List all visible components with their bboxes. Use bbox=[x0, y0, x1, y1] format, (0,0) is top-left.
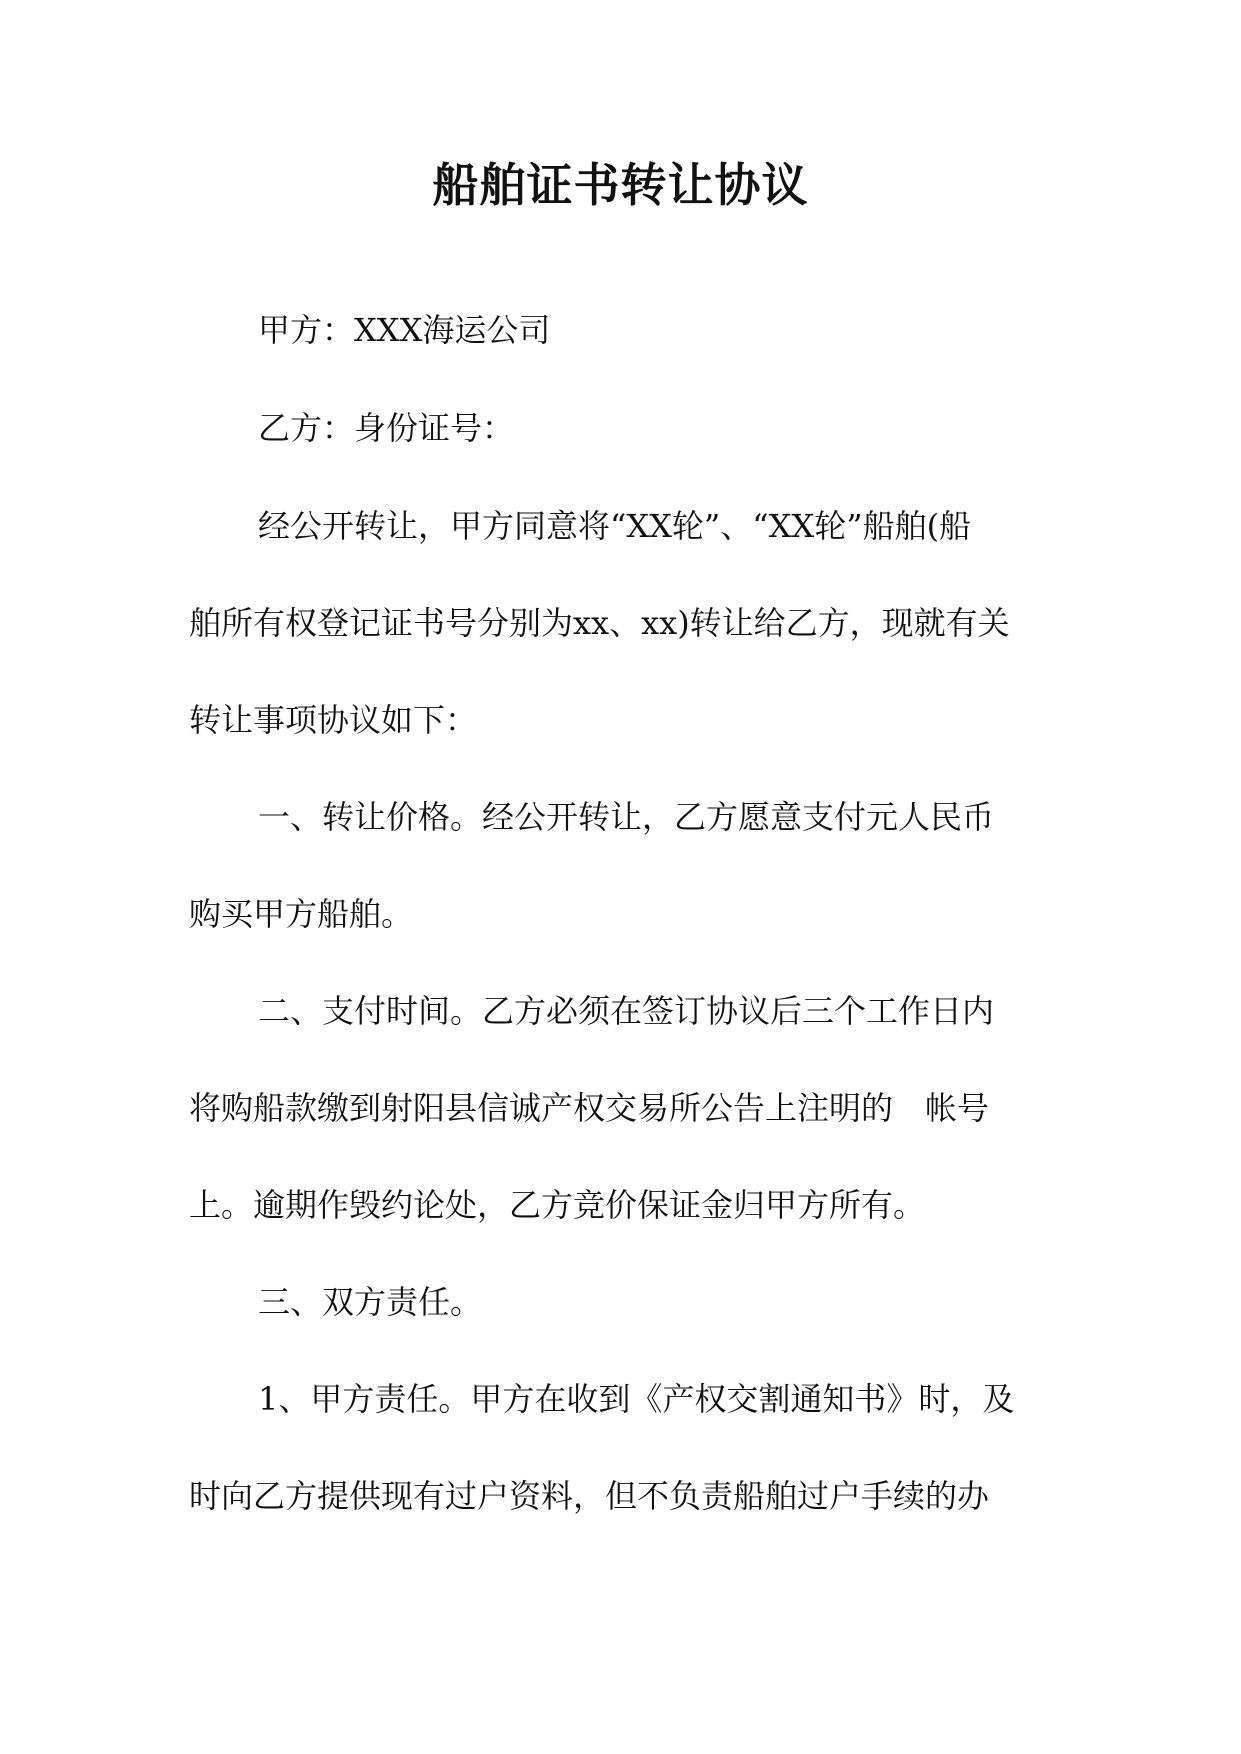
clause-payment-line: 二、支付时间。乙方必须在签订协议后三个工作日内 bbox=[258, 992, 995, 1030]
clause-responsibility-heading: 三、双方责任。 bbox=[258, 1283, 483, 1321]
party-a-line: 甲方：XXX海运公司 bbox=[258, 311, 551, 349]
body-line: 经公开转让，甲方同意将“XX轮”、“XX轮”船舶(船 bbox=[258, 507, 972, 545]
clause-party-a-duty-line: 1、甲方责任。甲方在收到《产权交割通知书》时，及 bbox=[258, 1380, 1015, 1418]
body-line: 时向乙方提供现有过户资料，但不负责船舶过户手续的办 bbox=[189, 1477, 990, 1515]
clause-price-line: 一、转让价格。经公开转让，乙方愿意支付元人民币 bbox=[258, 798, 995, 836]
body-line: 舶所有权登记证书号分别为xx、xx)转让给乙方，现就有关 bbox=[189, 604, 1010, 642]
body-line: 转让事项协议如下： bbox=[189, 701, 478, 739]
body-line: 上。逾期作毁约论处，乙方竞价保证金归甲方所有。 bbox=[189, 1186, 926, 1224]
document-title: 船舶证书转让协议 bbox=[432, 158, 809, 212]
body-line: 将购船款缴到射阳县信诚产权交易所公告上注明的 帐号 bbox=[189, 1089, 990, 1127]
body-line: 购买甲方船舶。 bbox=[189, 895, 414, 933]
party-b-line: 乙方：身份证号： bbox=[258, 409, 515, 447]
